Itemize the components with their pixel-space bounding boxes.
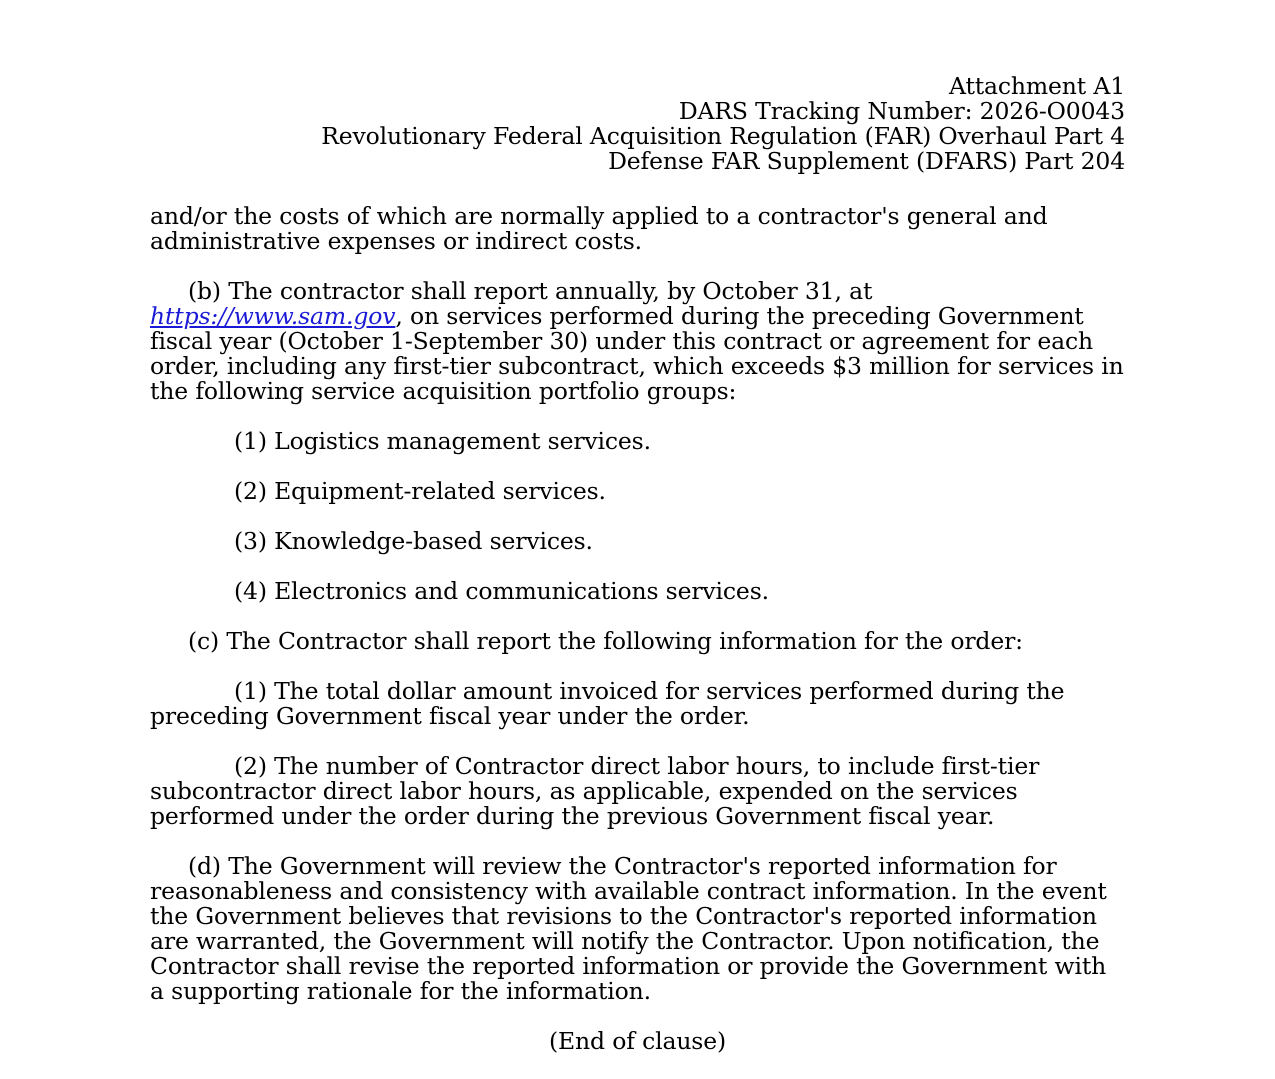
portfolio-group-2: (2) Equipment-related services. [234,477,606,505]
header-dfars-part: Defense FAR Supplement (DFARS) Part 204 [608,147,1125,175]
portfolio-group-4: (4) Electronics and communications services. [234,577,769,605]
portfolio-group-1: (1) Logistics management services. [234,427,651,455]
page-header [150,74,1125,174]
document-page [150,74,1125,1079]
paragraph-d: (d) The Government will review the Contractor's reported information for reasonableness and consistency with available contract information. In the event the Government believes that revisions to the Contractor's reported information are warranted, the Government will notify the Contractor. Upon notification, the Contractor shall revise the reported information or provide the Government with a supporting rationale for the information. [150,852,1107,1005]
header-attachment: Attachment A1 [949,72,1125,100]
paragraph-b-suffix: , on services performed during the preceding Government fiscal year (October 1-September 30) under this contract or agreement for each order, including any first-tier subcontract, which exceeds $3 million for services in the following service acquisition portfolio groups: [150,302,1124,405]
sam-gov-link[interactable]: https://www.sam.gov [150,302,396,330]
paragraph-c2: (2) The number of Contractor direct labor hours, to include first-tier subcontractor direct labor hours, as applicable, expended on the services performed under the order during the previous Government fiscal year. [150,752,1040,830]
portfolio-group-3: (3) Knowledge-based services. [234,527,593,555]
paragraph-b [150,279,1125,404]
intro-paragraph: and/or the costs of which are normally applied to a contractor's general and administrative expenses or indirect costs. [150,202,1048,255]
paragraph-c: (c) The Contractor shall report the following information for the order: [188,627,1023,655]
header-tracking-number: DARS Tracking Number: 2026-O0043 [678,97,1125,125]
paragraph-b-prefix: (b) The contractor shall report annually, by October 31, at [188,277,873,305]
header-far-part: Revolutionary Federal Acquisition Regulation (FAR) Overhaul Part 4 [321,122,1125,150]
end-of-clause: (End of clause) [549,1027,726,1055]
paragraph-c1: (1) The total dollar amount invoiced for services performed during the preceding Government fiscal year under the order. [150,677,1065,730]
